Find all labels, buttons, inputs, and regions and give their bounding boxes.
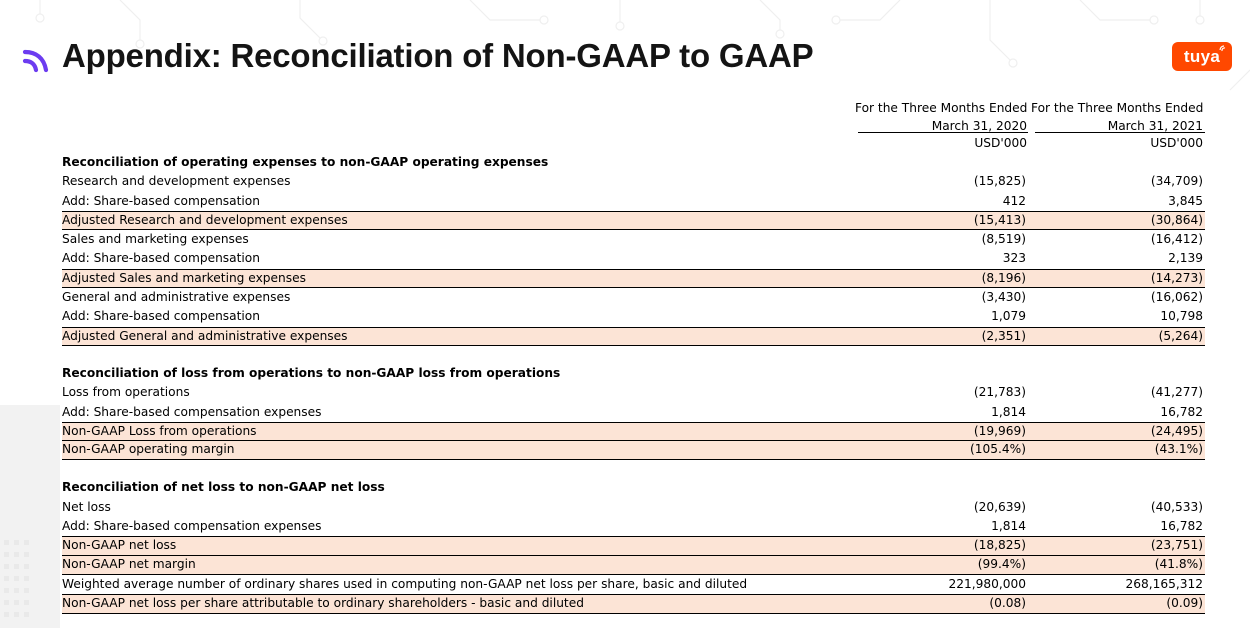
table-row	[62, 327, 1205, 346]
value-2020: 412	[1002, 193, 1026, 208]
table-row	[62, 441, 1205, 460]
value-2020: (8,196)	[981, 270, 1026, 285]
table-row	[62, 536, 1205, 555]
table-row	[62, 249, 1205, 268]
value-2021: (14,273)	[1150, 270, 1203, 285]
spacer-row	[62, 346, 1205, 364]
value-2020: 1,814	[991, 519, 1026, 534]
brand-logo-text: tuya	[1183, 47, 1221, 66]
value-2020: (20,639)	[973, 499, 1026, 514]
value-2021: (16,412)	[1150, 232, 1203, 247]
table-row	[62, 575, 1205, 594]
row-label: Sales and marketing expenses	[62, 232, 249, 247]
value-2021: (24,495)	[1150, 423, 1203, 438]
row-label: General and administrative expenses	[62, 290, 291, 305]
row-label: Net loss	[62, 499, 111, 514]
swoosh-logo-icon	[22, 44, 56, 76]
column-header-date: March 31, 2021	[1107, 118, 1203, 133]
signal-icon	[1219, 45, 1227, 53]
value-2021: (40,533)	[1150, 499, 1203, 514]
value-2020: (15,413)	[973, 212, 1026, 227]
reconciliation-table	[62, 99, 1205, 614]
value-2021: 268,165,312	[1125, 576, 1203, 591]
value-2020: 221,980,000	[948, 576, 1026, 591]
row-label: Add: Share-based compensation expenses	[62, 404, 322, 419]
row-label: Loss from operations	[62, 385, 190, 400]
table-row	[62, 403, 1205, 422]
value-2021: 2,139	[1168, 251, 1203, 266]
value-2020: 323	[1002, 251, 1026, 266]
table-header	[62, 99, 1205, 153]
table-row	[62, 517, 1205, 536]
column-header-unit: USD'000	[974, 136, 1027, 150]
table-body	[62, 153, 1205, 614]
table-row	[62, 288, 1205, 307]
value-2021: (5,264)	[1158, 328, 1203, 343]
value-2020: (99.4%)	[977, 556, 1026, 571]
value-2021: (41,277)	[1150, 385, 1203, 400]
value-2020: (19,969)	[973, 423, 1026, 438]
brand-logo	[1172, 42, 1232, 71]
column-header-2020	[855, 100, 1027, 153]
value-2021: 16,782	[1160, 519, 1203, 534]
column-header-unit: USD'000	[1150, 136, 1203, 150]
table-row	[62, 269, 1205, 288]
row-label: Add: Share-based compensation expenses	[62, 519, 322, 534]
page-title: Appendix: Reconciliation of Non-GAAP to GAAP	[62, 37, 814, 74]
row-label: Add: Share-based compensation	[62, 193, 260, 208]
value-2021: (30,864)	[1150, 212, 1203, 227]
row-label: Adjusted General and administrative expenses	[62, 328, 348, 343]
table-row	[62, 594, 1205, 613]
value-2020: (0.08)	[989, 596, 1026, 611]
column-header-period: For the Three Months Ended	[855, 101, 1028, 115]
table-row	[62, 383, 1205, 402]
value-2020: 1,079	[991, 309, 1026, 324]
table-row	[62, 211, 1205, 230]
value-2020: 1,814	[991, 404, 1026, 419]
row-label: Adjusted Sales and marketing expenses	[62, 270, 306, 285]
value-2020: (2,351)	[981, 328, 1026, 343]
table-row	[62, 307, 1205, 326]
row-label: Add: Share-based compensation	[62, 251, 260, 266]
row-label: Non-GAAP net loss per share attributable to ordinary shareholders - basic and diluted	[62, 596, 584, 611]
row-label: Non-GAAP operating margin	[62, 442, 235, 457]
value-2021: (16,062)	[1150, 290, 1203, 305]
row-label: Reconciliation of net loss to non-GAAP net loss	[62, 480, 385, 495]
row-label: Research and development expenses	[62, 174, 291, 189]
header-underline	[858, 132, 1028, 133]
value-2020: (105.4%)	[970, 442, 1026, 457]
column-header-period: For the Three Months Ended	[1031, 101, 1204, 115]
value-2021: (43.1%)	[1154, 442, 1203, 457]
spacer-row	[62, 460, 1205, 478]
row-label: Non-GAAP net loss	[62, 538, 177, 553]
table-row	[62, 422, 1205, 441]
value-2020: (21,783)	[973, 385, 1026, 400]
value-2020: (18,825)	[973, 538, 1026, 553]
value-2021: 10,798	[1160, 309, 1203, 324]
table-row	[62, 498, 1205, 517]
row-label: Non-GAAP Loss from operations	[62, 423, 257, 438]
section-heading	[62, 153, 1205, 172]
value-2021: (34,709)	[1150, 174, 1203, 189]
table-row	[62, 230, 1205, 249]
table-row	[62, 556, 1205, 575]
value-2021: (23,751)	[1150, 538, 1203, 553]
value-2021: (0.09)	[1166, 596, 1203, 611]
column-header-2021	[1031, 100, 1203, 153]
table-row	[62, 172, 1205, 191]
row-label: Weighted average number of ordinary shares used in computing non-GAAP net loss per share, basic and diluted	[62, 576, 748, 591]
row-label: Reconciliation of operating expenses to non-GAAP operating expenses	[62, 155, 549, 169]
value-2020: (8,519)	[981, 232, 1026, 247]
value-2021: 3,845	[1168, 193, 1203, 208]
value-2020: (15,825)	[973, 174, 1026, 189]
section-heading	[62, 478, 1205, 497]
row-label: Reconciliation of loss from operations to non-GAAP loss from operations	[62, 365, 561, 380]
value-2021: (41.8%)	[1154, 556, 1203, 571]
row-label: Adjusted Research and development expenses	[62, 212, 348, 227]
section-heading	[62, 364, 1205, 383]
row-label: Non-GAAP net margin	[62, 556, 196, 571]
value-2021: 16,782	[1160, 404, 1203, 419]
column-header-date: March 31, 2020	[931, 118, 1027, 133]
header-underline	[1035, 132, 1205, 133]
value-2020: (3,430)	[981, 290, 1026, 305]
row-label: Add: Share-based compensation	[62, 309, 260, 324]
table-row	[62, 192, 1205, 211]
